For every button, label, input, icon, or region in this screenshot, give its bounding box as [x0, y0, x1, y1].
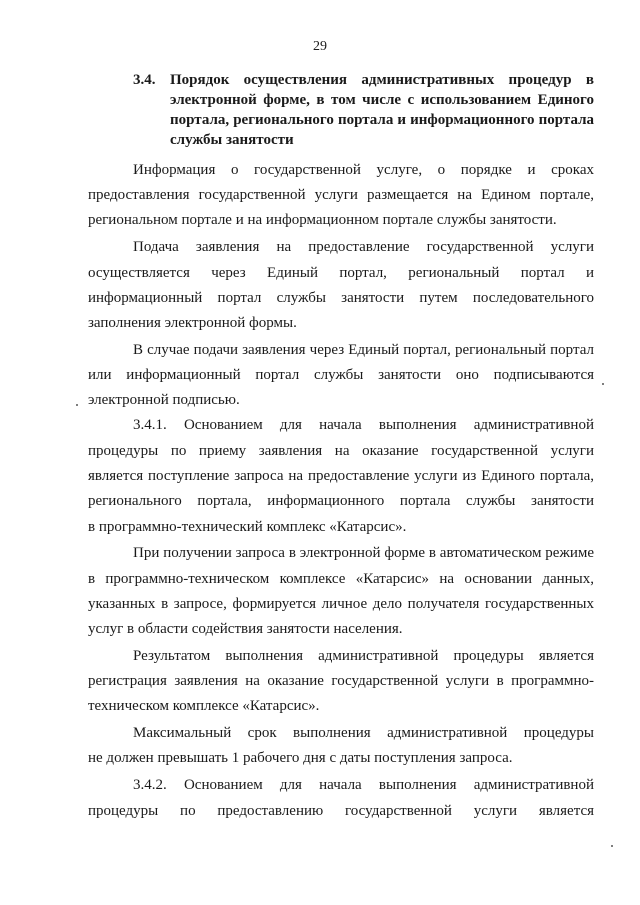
scan-speck	[76, 404, 78, 406]
body-line: регионального портала, информационного портала службы занятости	[88, 493, 594, 509]
page-number: 29	[313, 39, 327, 54]
body-line: в программно-техническом комплексе «Катарсис» на основании данных,	[88, 571, 594, 587]
body-line: в программно-технический комплекс «Катарсис».	[88, 519, 407, 535]
body-line: предоставления государственной услуги размещается на Едином портале,	[88, 187, 594, 203]
body-line: региональном портале и на информационном портале службы занятости.	[88, 212, 557, 228]
body-line: Информация о государственной услуге, о порядке и сроках	[133, 162, 594, 178]
section-title-line: портала, регионального портала и информационного портала	[170, 112, 594, 128]
body-line: информационный портал службы занятости путем последовательного	[88, 290, 594, 306]
body-line: 3.4.2. Основанием для начала выполнения административной	[133, 777, 594, 793]
body-line: процедуры по приему заявления на оказание государственной услуги	[88, 443, 594, 459]
body-line: или информационный портал службы занятости оно подписываются	[88, 367, 594, 383]
body-line: Подача заявления на предоставление государственной услуги	[133, 239, 594, 255]
body-line: процедуры по предоставлению государственной услуги является	[88, 803, 594, 819]
body-line: регистрация заявления на оказание государственной услуги в программно-	[88, 673, 594, 689]
section-title-line: электронной форме, в том числе с использованием Единого	[170, 92, 594, 108]
body-line: не должен превышать 1 рабочего дня с даты поступления запроса.	[88, 750, 513, 766]
section-number: 3.4.	[133, 72, 156, 88]
section-title-line: службы занятости	[170, 132, 294, 148]
body-line: При получении запроса в электронной форме в автоматическом режиме	[133, 545, 594, 561]
body-line: техническом комплексе «Катарсис».	[88, 698, 320, 714]
scan-speck	[602, 383, 604, 385]
body-line: осуществляется через Единый портал, региональный портал и	[88, 265, 594, 281]
body-line: является поступление запроса на предоставление услуги из Единого портала,	[88, 468, 594, 484]
body-line: 3.4.1. Основанием для начала выполнения административной	[133, 417, 594, 433]
body-line: заполнения электронной формы.	[88, 315, 297, 331]
body-line: указанных в запросе, формируется личное дело получателя государственных	[88, 596, 594, 612]
body-line: услуг в области содействия занятости населения.	[88, 621, 403, 637]
body-line: В случае подачи заявления через Единый портал, региональный портал	[133, 342, 594, 358]
body-line: Результатом выполнения административной процедуры является	[133, 648, 594, 664]
body-line: Максимальный срок выполнения административной процедуры	[133, 725, 594, 741]
scan-speck	[611, 845, 613, 847]
body-line: электронной подписью.	[88, 392, 240, 408]
section-title-line: Порядок осуществления административных процедур в	[170, 72, 594, 88]
